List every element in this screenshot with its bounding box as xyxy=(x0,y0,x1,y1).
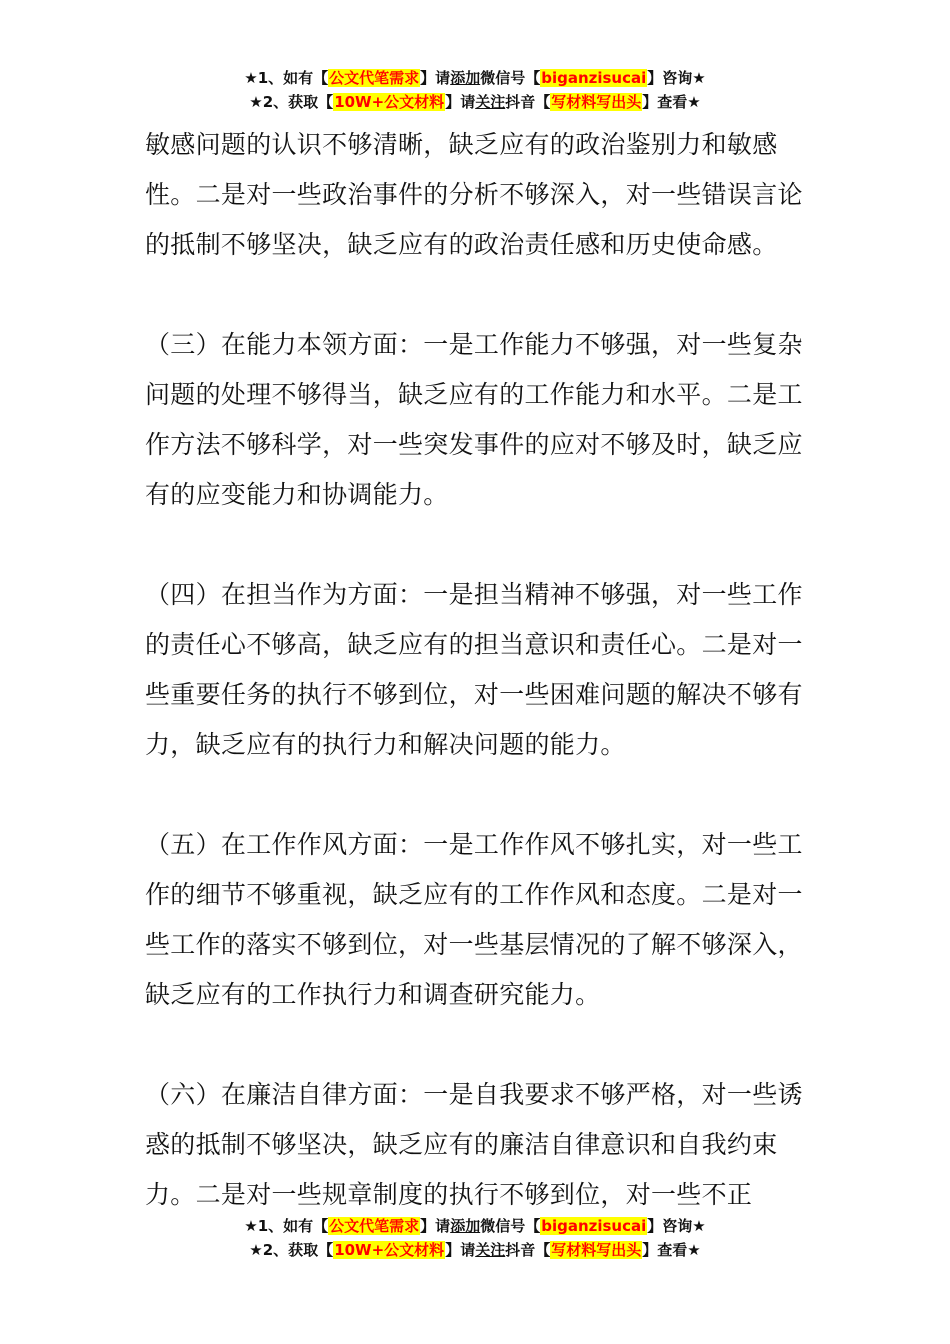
highlight-materials: 10W+公文材料 xyxy=(334,1241,445,1259)
highlight-materials: 10W+公文材料 xyxy=(334,93,445,111)
highlight-service: 公文代笔需求 xyxy=(329,69,420,87)
footer-banner xyxy=(0,1214,950,1262)
paragraph: （六）在廉洁自律方面：一是自我要求不够严格，对一些诱惑的抵制不够坚决，缺乏应有的廉洁自律意识和自我约束力。二是对一些规章制度的执行不够到位，对一些不正 xyxy=(145,1080,803,1209)
paragraph: （五）在工作作风方面：一是工作作风不够扎实，对一些工作的细节不够重视，缺乏应有的工作作风和态度。二是对一些工作的落实不够到位，对一些基层情况的了解不够深入，缺乏应有的工作执行力和调查研究能力。 xyxy=(145,830,803,1009)
banner-line-1: ★1、如有【公文代笔需求】请添加微信号【biganzisucai】咨询★ xyxy=(244,69,706,87)
paragraph: （三）在能力本领方面：一是工作能力不够强，对一些复杂问题的处理不够得当，缺乏应有的工作能力和水平。二是工作方法不够科学，对一些突发事件的应对不够及时，缺乏应有的应变能力和协调能力。 xyxy=(145,330,803,509)
banner-line-2: ★2、获取【10W+公文材料】请关注抖音【写材料写出头】查看★ xyxy=(249,1241,701,1259)
document-body xyxy=(145,120,817,1270)
header-banner xyxy=(0,66,950,114)
banner-line-1: ★1、如有【公文代笔需求】请添加微信号【biganzisucai】咨询★ xyxy=(244,1217,706,1235)
highlight-wechat-id: biganzisucai xyxy=(541,1217,647,1235)
highlight-wechat-id: biganzisucai xyxy=(541,69,647,87)
highlight-douyin-account: 写材料写出头 xyxy=(551,1241,642,1259)
paragraph: 敏感问题的认识不够清晰，缺乏应有的政治鉴别力和敏感性。二是对一些政治事件的分析不够深入，对一些错误言论的抵制不够坚决，缺乏应有的政治责任感和历史使命感。 xyxy=(145,130,803,259)
paragraph: （四）在担当作为方面：一是担当精神不够强，对一些工作的责任心不够高，缺乏应有的担当意识和责任心。二是对一些重要任务的执行不够到位，对一些困难问题的解决不够有力，缺乏应有的执行力和解决问题的能力。 xyxy=(145,580,803,759)
highlight-douyin-account: 写材料写出头 xyxy=(551,93,642,111)
highlight-service: 公文代笔需求 xyxy=(329,1217,420,1235)
banner-line-2: ★2、获取【10W+公文材料】请关注抖音【写材料写出头】查看★ xyxy=(249,93,701,111)
